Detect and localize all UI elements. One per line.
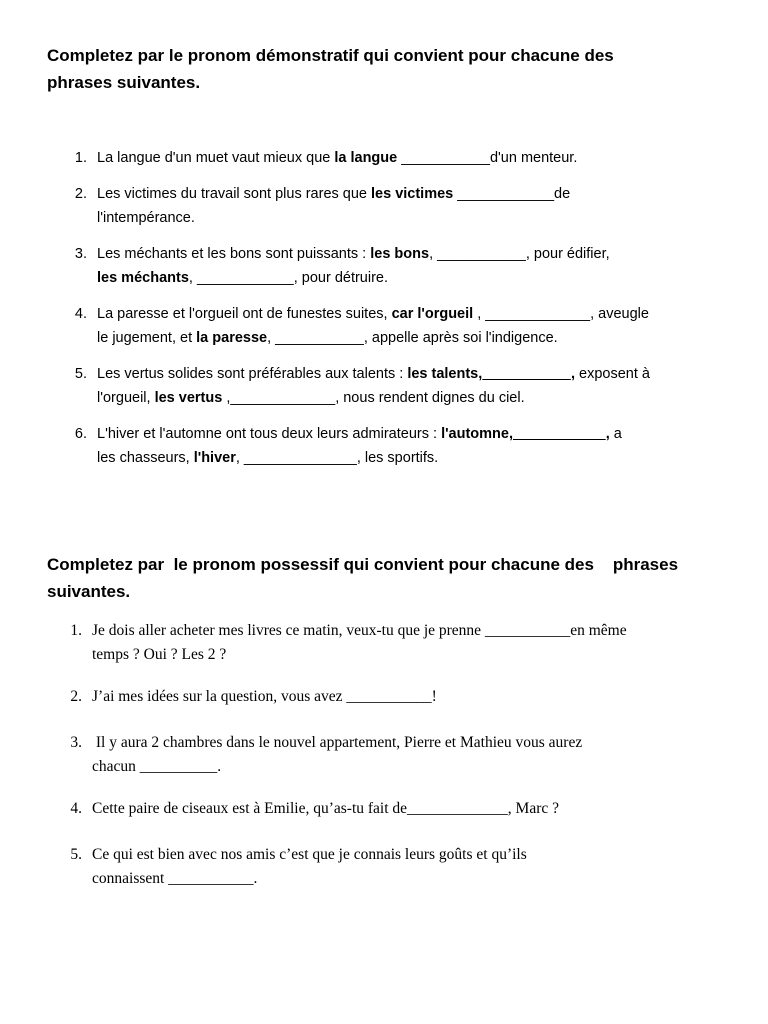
item-number: 3. xyxy=(74,246,87,262)
item-line-1: La langue d'un muet vaut mieux que la langue ___________d'un menteur. xyxy=(97,150,578,166)
item-line-2: chacun __________. xyxy=(92,758,222,775)
item-number: 6. xyxy=(74,426,87,442)
item-line-1: Les méchants et les bons sont puissants : les bons, ___________, pour édifier, xyxy=(97,246,610,262)
item-line-2: le jugement, et la paresse, ___________, appelle après soi l'indigence. xyxy=(97,330,558,346)
item-line-2: l'intempérance. xyxy=(97,210,195,226)
item-line-1: Les victimes du travail sont plus rares que les victimes ____________de xyxy=(97,186,571,202)
item-line-1: L'hiver et l'automne ont tous deux leurs admirateurs : l'automne, ___________, a xyxy=(97,426,622,442)
item-line-2: connaissent ___________. xyxy=(92,870,258,887)
item-line-2: l'orgueil, les vertus ,_____________, nous rendent dignes du ciel. xyxy=(97,390,525,406)
section2-title-line2: suivantes. xyxy=(47,582,131,601)
item-line-1: Je dois aller acheter mes livres ce matin, veux-tu que je prenne ___________en même xyxy=(92,622,627,639)
item-line-2: les chasseurs, l'hiver, ______________, les sportifs. xyxy=(97,450,439,466)
section2-title-line1: Completez par le pronom possessif qui convient pour chacune des phrases xyxy=(47,555,679,574)
item-number: 1. xyxy=(74,150,87,166)
item-line-1: Ce qui est bien avec nos amis c’est que je connais leurs goûts et qu’ils xyxy=(92,846,527,863)
section1-title-line2: phrases suivantes. xyxy=(47,73,201,92)
item-line-1: Les vertus solides sont préférables aux talents : les talents,___________, exposent à xyxy=(97,366,650,382)
item-number: 2. xyxy=(74,186,87,202)
item-number: 4. xyxy=(70,800,82,817)
item-number: 5. xyxy=(74,366,87,382)
item-line-1: J’ai mes idées sur la question, vous avez ___________! xyxy=(92,688,437,705)
item-line-2: les méchants, ____________, pour détruire. xyxy=(97,270,389,286)
item-number: 4. xyxy=(74,306,87,322)
section1-title xyxy=(47,42,727,96)
section1-title-line1: Completez par le pronom démonstratif qui convient pour chacune des xyxy=(47,46,614,65)
item-number: 2. xyxy=(70,688,82,705)
item-line-1: La paresse et l'orgueil ont de funestes suites, car l'orgueil , _____________, aveugle xyxy=(97,306,649,322)
item-number: 3. xyxy=(70,734,82,751)
item-line-2: temps ? Oui ? Les 2 ? xyxy=(92,646,227,663)
item-number: 1. xyxy=(70,622,82,639)
section2-title xyxy=(47,551,727,605)
item-line-1: Cette paire de ciseaux est à Emilie, qu’as-tu fait de_____________, Marc ? xyxy=(92,800,559,817)
item-line-1: Il y aura 2 chambres dans le nouvel appartement, Pierre et Mathieu vous aurez xyxy=(92,734,583,751)
item-number: 5. xyxy=(70,846,82,863)
